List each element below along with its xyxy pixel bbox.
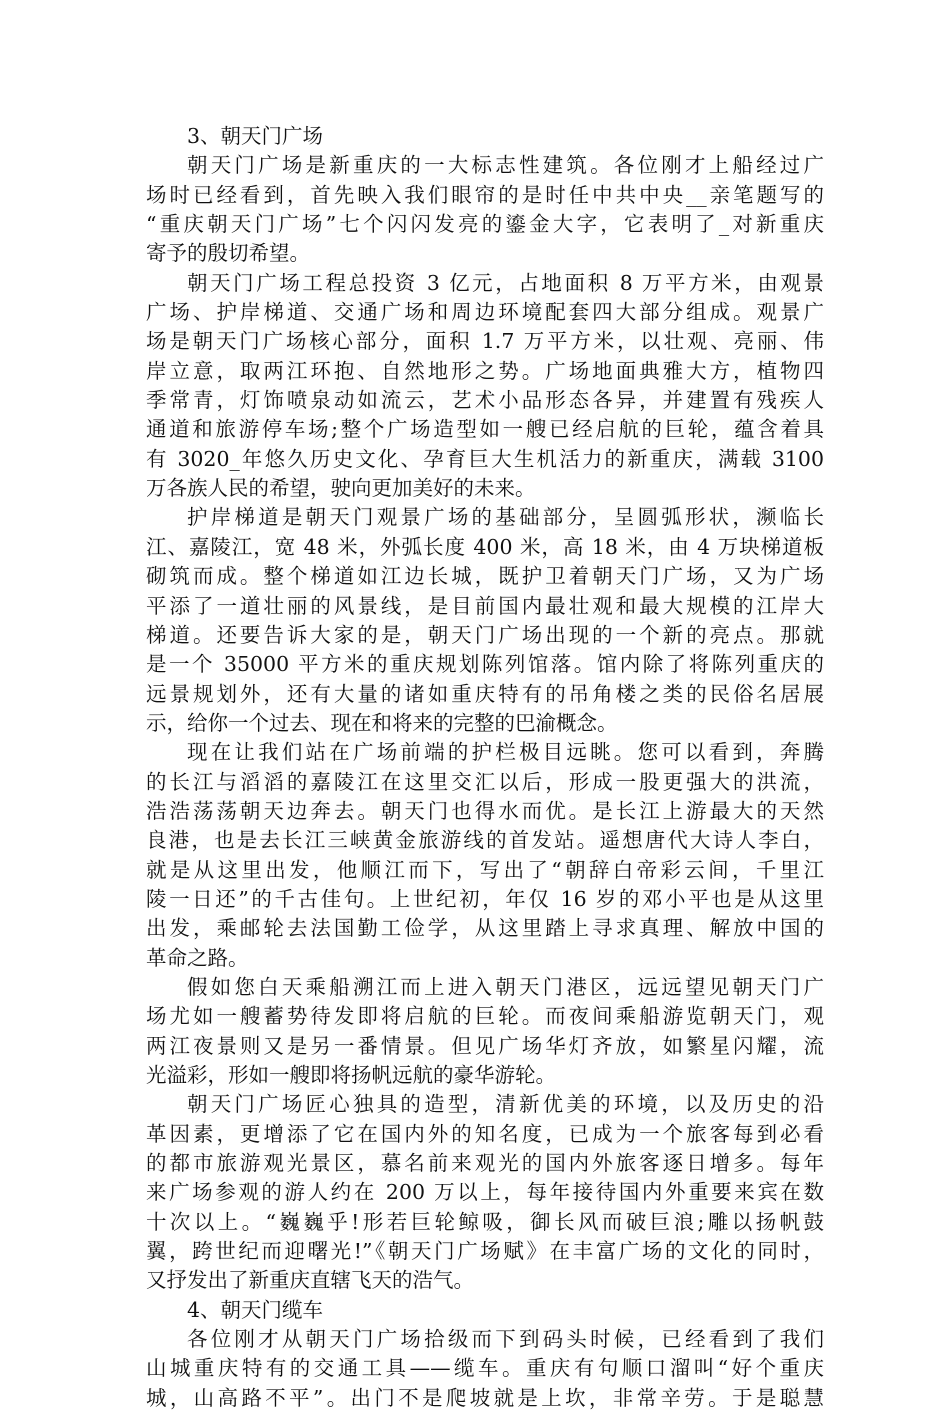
text-line: 平添了一道壮丽的风景线，是目前国内最壮观和最大规模的江岸大 <box>146 593 824 618</box>
text-line: 十次以上。“巍巍乎!形若巨轮鲸吸，御长风而破巨浪;雕以扬帆鼓 <box>146 1209 824 1234</box>
text-line: 砌筑而成。整个梯道如江边长城，既护卫着朝天门广场，又为广场 <box>146 564 824 589</box>
text-line: 护岸梯道是朝天门观景广场的基础部分，呈圆弧形状，濒临长 <box>187 505 824 530</box>
text-line: 翼，跨世纪而迎曙光!”《朝天门广场赋》在丰富广场的文化的同时， <box>146 1239 824 1264</box>
text-line: 是一个 35000 平方米的重庆规划陈列馆落。馆内除了将陈列重庆的 <box>146 652 824 677</box>
section-heading: 4、朝天门缆车 <box>187 1297 324 1322</box>
text-line: 良港，也是去长江三峡黄金旅游线的首发站。遥想唐代大诗人李白， <box>146 828 824 853</box>
text-line: 的长江与滔滔的嘉陵江在这里交汇以后，形成一股更强大的洪流， <box>146 769 824 794</box>
text-line: 来广场参观的游人约在 200 万以上，每年接待国内外重要来宾在数 <box>146 1180 824 1205</box>
text-line: 场时已经看到，首先映入我们眼帘的是时任中共中央__亲笔题写的 <box>146 182 824 207</box>
text-line: 就是从这里出发，他顺江而下，写出了“朝辞白帝彩云间，千里江 <box>146 857 824 882</box>
text-line: 的都市旅游观光景区，慕名前来观光的国内外旅客逐日增多。每年 <box>146 1151 824 1176</box>
text-line: 出发，乘邮轮去法国勤工俭学，从这里踏上寻求真理、解放中国的 <box>146 916 824 941</box>
text-line: 革命之路。 <box>146 945 249 970</box>
text-line: 革因素，更增添了它在国内外的知名度，已成为一个旅客每到必看 <box>146 1121 824 1146</box>
text-line: “重庆朝天门广场”七个闪闪发亮的鎏金大字，它表明了_对新重庆 <box>146 212 824 237</box>
text-line: 场尤如一艘蓄势待发即将启航的巨轮。而夜间乘船游览朝天门，观 <box>146 1004 824 1029</box>
text-line: 城，山高路不平”。出门不是爬坡就是上坎，非常辛劳。于是聪慧 <box>146 1385 824 1410</box>
text-line: 假如您白天乘船溯江而上进入朝天门港区，远远望见朝天门广 <box>187 974 824 999</box>
text-line: 两江夜景则又是另一番情景。但见广场华灯齐放，如繁星闪耀，流 <box>146 1033 824 1058</box>
text-line: 万各族人民的希望，驶向更加美好的未来。 <box>146 476 536 501</box>
section-heading: 3、朝天门广场 <box>187 124 324 148</box>
document-page <box>146 122 824 1413</box>
text-line: 场是朝天门广场核心部分，面积 1.7 万平方米，以壮观、亮丽、伟 <box>146 329 824 354</box>
text-line: 各位刚才从朝天门广场拾级而下到码头时候，已经看到了我们 <box>187 1327 824 1352</box>
text-line: 示，给你一个过去、现在和将来的完整的巴渝概念。 <box>146 710 618 735</box>
text-line: 远景规划外，还有大量的诸如重庆特有的吊角楼之类的民俗名居展 <box>146 681 824 706</box>
text-line: 浩浩荡荡朝天边奔去。朝天门也得水而优。是长江上游最大的天然 <box>146 798 824 823</box>
text-line: 有 3020_年悠久历史文化、孕育巨大生机活力的新重庆，满载 3100 <box>146 446 824 471</box>
text-line: 现在让我们站在广场前端的护栏极目远眺。您可以看到，奔腾 <box>187 740 824 765</box>
text-line: 朝天门广场匠心独具的造型，清新优美的环境，以及历史的沿 <box>187 1092 824 1117</box>
text-line: 梯道。还要告诉大家的是，朝天门广场出现的一个新的亮点。那就 <box>146 622 824 647</box>
text-line: 朝天门广场是新重庆的一大标志性建筑。各位刚才上船经过广 <box>187 153 824 178</box>
text-line: 季常青，灯饰喷泉动如流云，艺术小品形态各异，并建置有残疾人 <box>146 388 824 413</box>
text-line: 岸立意，取两江环抱、自然地形之势。广场地面典雅大方，植物四 <box>146 358 824 383</box>
text-line: 山城重庆特有的交通工具——缆车。重庆有句顺口溜叫“好个重庆 <box>146 1356 824 1381</box>
text-line: 江、嘉陵江，宽 48 米，外弧长度 400 米，高 18 米，由 4 万块梯道板 <box>146 534 824 559</box>
text-line: 通道和旅游停车场;整个广场造型如一艘已经启航的巨轮，蕴含着具 <box>146 417 824 442</box>
text-line: 陵一日还”的千古佳句。上世纪初，年仅 16 岁的邓小平也是从这里 <box>146 886 824 911</box>
text-line: 朝天门广场工程总投资 3 亿元，占地面积 8 万平方米，由观景 <box>187 270 824 295</box>
text-line: 又抒发出了新重庆直辖飞天的浩气。 <box>146 1268 474 1293</box>
text-line: 寄予的殷切希望。 <box>146 241 310 266</box>
text-line: 光溢彩，形如一艘即将扬帆远航的豪华游轮。 <box>146 1063 556 1087</box>
text-line: 广场、护岸梯道、交通广场和周边环境配套四大部分组成。观景广 <box>146 300 824 325</box>
